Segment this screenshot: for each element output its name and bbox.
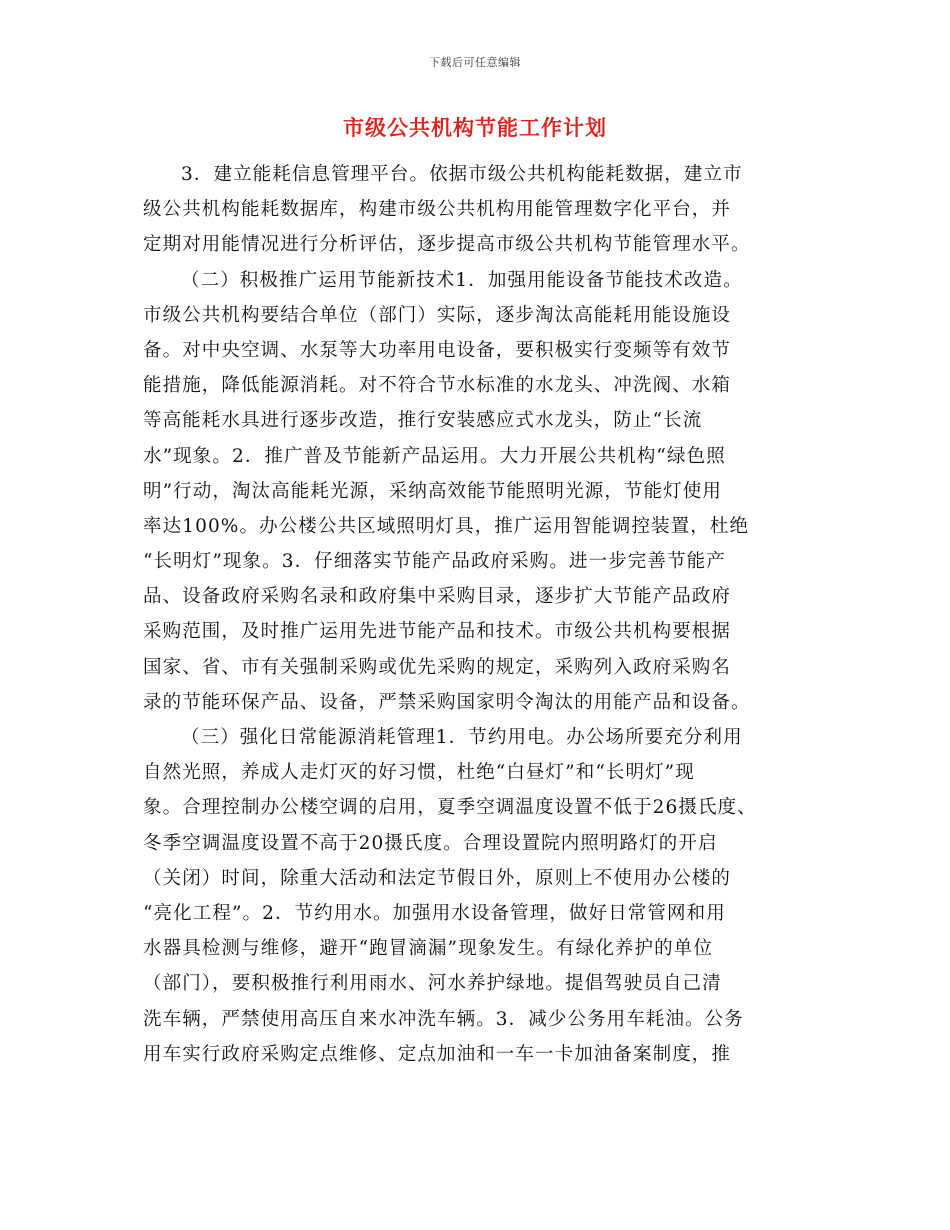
body-line: 3．建立能耗信息管理平台。依据市级公共机构能耗数据，建立市 [181, 164, 743, 185]
body-line: 国家、省、市有关强制采购或优先采购的规定，采购列入政府采购名 [143, 656, 732, 678]
body-line: 能措施，降低能源消耗。对不符合节水标准的水龙头、冲洗阀、水箱 [143, 375, 732, 397]
body-line: “亮化工程”。2．节约用水。加强用水设备管理，做好日常管网和用 [143, 902, 726, 924]
body-line: （三）强化日常能源消耗管理1．节约用电。办公场所要充分利用 [181, 727, 743, 748]
document-title: 市级公共机构节能工作计划 [343, 115, 607, 140]
body-line: 录的节能环保产品、设备，严禁采购国家明令淘汰的用能产品和设备。 [143, 691, 751, 713]
body-line: （部门），要积极推行利用雨水、河水养护绿地。提倡驾驶员自己清 [143, 973, 722, 995]
body-line: 市级公共机构要结合单位（部门）实际，逐步淘汰高能耗用能设施设 [143, 304, 732, 326]
header-note: 下载后可任意编辑 [429, 56, 521, 69]
body-line: 自然光照，养成人走灯灭的好习惯，杜绝“白昼灯”和“长明灯”现 [143, 762, 695, 784]
body-line: 明”行动，淘汰高能耗光源，采纳高效能节能照明光源，节能灯使用 [143, 480, 722, 502]
body-line: 定期对用能情况进行分析评估，逐步提高市级公共机构节能管理水平。 [143, 234, 751, 256]
body-line: 冬季空调温度设置不高于20摄氏度。合理设置院内照明路灯的开启 [143, 832, 718, 854]
body-line: 级公共机构能耗数据库，构建市级公共机构用能管理数字化平台，并 [143, 199, 732, 221]
body-line: 率达100%。办公楼公共区域照明灯具，推广运用智能调控装置，杜绝 [143, 515, 750, 537]
body-line: （二）积极推广运用节能新技术1．加强用能设备节能技术改造。 [181, 269, 743, 291]
body-line: （关闭）时间，除重大活动和法定节假日外，原则上不使用办公楼的 [143, 867, 732, 889]
body-line: 洗车辆，严禁使用高压自来水冲洗车辆。3．减少公务用车耗油。公务 [143, 1008, 744, 1030]
body-line: 水器具检测与维修，避开“跑冒滴漏”现象发生。有绿化养护的单位 [143, 938, 713, 960]
body-line: 品、设备政府采购名录和政府集中采购目录，逐步扩大节能产品政府 [143, 586, 732, 608]
body-line: 用车实行政府采购定点维修、定点加油和一车一卡加油备案制度，推 [143, 1043, 732, 1065]
body-line: 象。合理控制办公楼空调的启用，夏季空调温度设置不低于26摄氏度、 [143, 797, 757, 819]
body-line: 等高能耗水具进行逐步改造，推行安装感应式水龙头，防止“长流 [143, 410, 703, 432]
body-line: 采购范围，及时推广运用先进节能产品和技术。市级公共机构要根据 [143, 621, 732, 643]
body-line: 水”现象。2．推广普及节能新产品运用。大力开展公共机构“绿色照 [143, 445, 726, 467]
document-body [143, 157, 811, 1072]
body-line: “长明灯”现象。3．仔细落实节能产品政府采购。进一步完善节能产 [143, 551, 726, 573]
body-line: 备。对中央空调、水泵等大功率用电设备，要积极实行变频等有效节 [143, 339, 732, 361]
